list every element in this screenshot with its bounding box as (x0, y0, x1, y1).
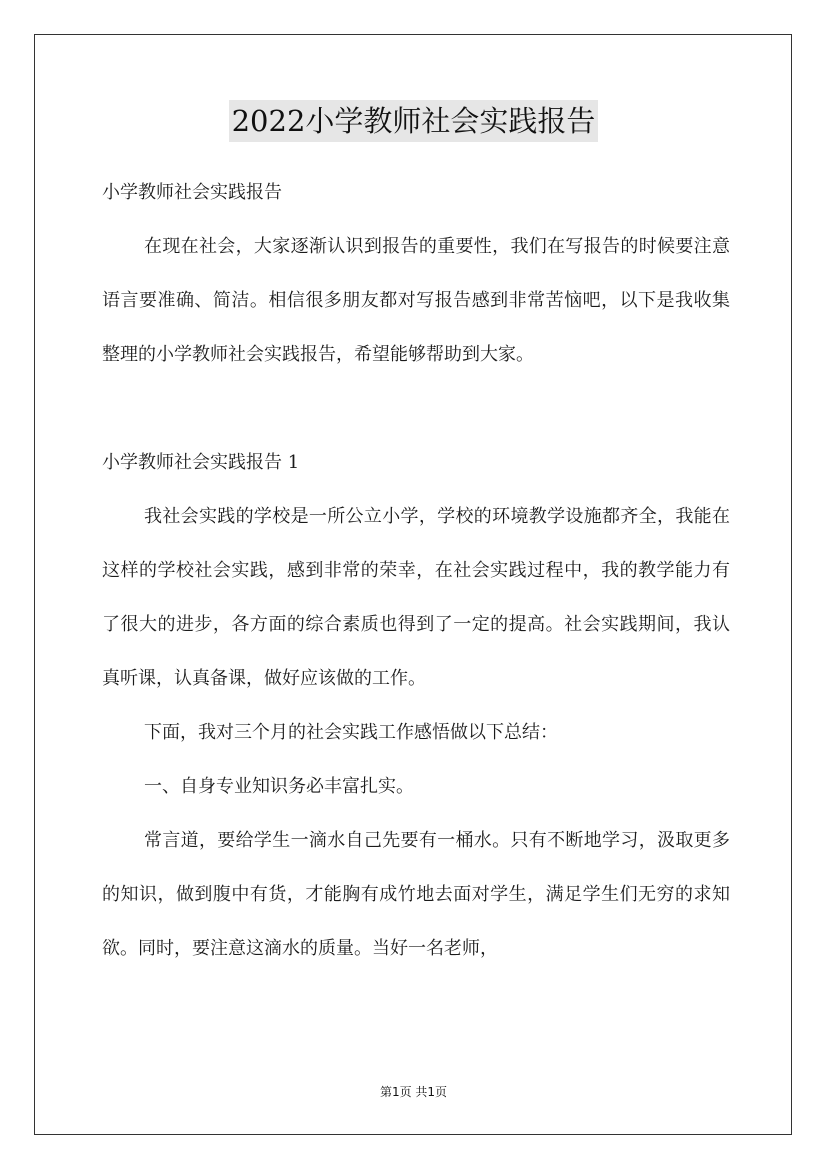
blank-line (102, 382, 730, 436)
body-paragraph: 下面，我对三个月的社会实践工作感悟做以下总结： (144, 722, 558, 743)
document-subtitle: 小学教师社会实践报告 (102, 182, 282, 203)
page-footer (0, 1082, 827, 1102)
page-number: 第1页 共1页 (379, 1085, 448, 1099)
body-paragraph: 一、自身专业知识务必丰富扎实。 (144, 776, 414, 797)
body-paragraph: 常言道，要给学生一滴水自己先要有一桶水。只有不断地学习，汲取更多的知识，做到腹中有货，才能胸有成竹地去面对学生，满足学生们无穷的求知欲。同时，要注意这滴水的质量。当好一名老师， (102, 830, 730, 959)
intro-paragraph: 在现在社会，大家逐渐认识到报告的重要性，我们在写报告的时候要注意语言要准确、简洁。相信很多朋友都对写报告感到非常苦恼吧，以下是我收集整理的小学教师社会实践报告，希望能够帮助到大家。 (102, 236, 730, 365)
document-body (102, 166, 730, 976)
document-title: 2022小学教师社会实践报告 (229, 100, 599, 142)
section-title: 小学教师社会实践报告 1 (102, 452, 300, 473)
title-container (0, 100, 827, 142)
body-paragraph: 我社会实践的学校是一所公立小学，学校的环境教学设施都齐全，我能在这样的学校社会实践，感到非常的荣幸，在社会实践过程中，我的教学能力有了很大的进步，各方面的综合素质也得到了一定的提高。社会实践期间，我认真听课，认真备课，做好应该做的工作。 (102, 506, 730, 689)
